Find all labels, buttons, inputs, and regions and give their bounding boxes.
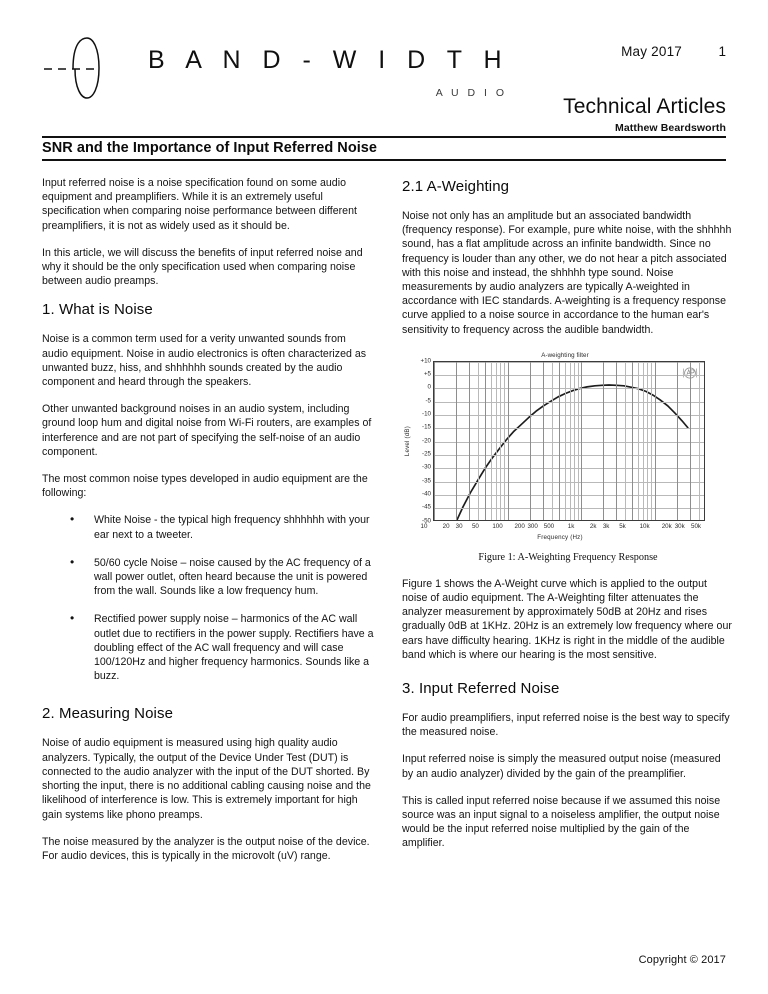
noise-types-list <box>42 513 374 683</box>
masthead-divider <box>42 136 726 138</box>
chart-gridline-vertical <box>616 362 617 520</box>
chart-gridline-vertical <box>699 362 700 520</box>
chart-y-tick-label: -45 <box>422 503 431 511</box>
chart-gridline-vertical <box>508 362 509 520</box>
chart-plot-area <box>433 361 705 521</box>
issue-date: May 2017 <box>621 44 682 59</box>
paragraph: Input referred noise is simply the measured output noise (measured by an audio analyzer) divided by the gain of the preamplifier. <box>402 753 721 780</box>
copyright-footer: Copyright © 2017 <box>638 954 726 966</box>
paragraph: Other unwanted background noises in an audio system, including ground loop hum and digital noise from Wi-Fi routers, are examples of interference and are not part of specifying the self-noise of an audio component. <box>42 403 372 458</box>
right-column <box>402 176 734 934</box>
paragraph: This is called input referred noise because if we assumed this noise source was an input signal to a noiseless amplifier, the output noise would be the input referred noise multiplied by the gain of the amplifier. <box>402 794 721 850</box>
chart <box>402 350 728 541</box>
figure-caption: Figure 1: A-Weighting Frequency Response <box>478 551 658 563</box>
chart-title: A-weighting filter <box>541 351 589 359</box>
chart-x-tick-label: 3k <box>602 522 610 530</box>
chart-gridline-vertical <box>530 362 531 520</box>
chart-gridline-vertical <box>552 362 553 520</box>
chart-gridline-vertical <box>647 362 648 520</box>
chart-x-tick-label: 100 <box>492 522 503 530</box>
paragraph: Figure 1 shows the A-Weight curve which is applied to the output noise of audio equipment. The A-Weighting filter attenuates the analyzer measurement by approximately 50dB at 20Hz and rises gradually 0dB at 1KHz. 20Hz is an extremely low frequency where our ears have difficulty hearing. 1KHz is right in the middle of the audible band which is where our hearing is the most sensitive. <box>402 577 732 661</box>
chart-x-tick-label: 30 <box>455 522 463 530</box>
chart-x-tick-label: 5k <box>619 522 626 530</box>
chart-gridline-vertical <box>603 362 604 520</box>
chart-gridline-vertical <box>491 362 492 520</box>
chart-x-tick-label: 20 <box>442 522 450 530</box>
chart-gridline-vertical <box>632 362 633 520</box>
paragraph: For audio preamplifiers, input referred noise is the best way to specify the measured noise. <box>402 712 730 739</box>
left-column <box>42 176 374 934</box>
chart-x-tick-label: 30k <box>674 522 685 530</box>
chart-gridline-vertical <box>500 362 501 520</box>
chart-y-tick-label: -20 <box>422 437 431 445</box>
section-heading-2: 2. Measuring Noise <box>42 705 174 723</box>
section-heading-1: 1. What is Noise <box>42 301 153 319</box>
figure-a-weighting <box>402 350 734 563</box>
brand-wordmark: B A N D - W I D T H <box>148 46 510 74</box>
chart-x-tick-label: 200 <box>514 522 525 530</box>
paragraph: Noise of audio equipment is measured using high quality audio analyzers. Typically, the output of the Device Under Test (DUT) is connected to the audio analyzer with the input of the DUT shorted. By shorting the input, there is no additional cabling causing noise and the likelihood of interference is low. This is extremely important for high gain systems like phono preamps. <box>42 737 371 821</box>
chart-gridline-vertical <box>559 362 560 520</box>
chart-x-axis-ticks <box>420 521 701 533</box>
sine-wave-logo-icon <box>42 36 134 100</box>
chart-gridline-vertical <box>496 362 497 520</box>
chart-x-tick-label: 10k <box>639 522 650 530</box>
section-heading-3: 3. Input Referred Noise <box>402 680 560 698</box>
author-name: Matthew Beardsworth <box>615 122 726 134</box>
article-body <box>42 176 732 934</box>
chart-gridline-vertical <box>434 362 435 520</box>
paragraph: The noise measured by the analyzer is the output noise of the device. For audio devices, this is typically in the microvolt (uV) range. <box>42 835 370 862</box>
chart-gridline-vertical <box>456 362 457 520</box>
chart-x-tick-label: 20k <box>661 522 672 530</box>
list-item: • White Noise - the typical high frequency shhhhhh with your ear next to a tweeter. <box>42 513 374 541</box>
publication-title: Technical Articles <box>563 95 726 118</box>
chart-gridline-vertical <box>504 362 505 520</box>
chart-gridline-vertical <box>574 362 575 520</box>
paragraph: Input referred noise is a noise specification found on some audio equipment and preamplifiers. While it is an extremely useful specification when comparing noise performance between different preamplifiers, it is not as widely used as it should be. <box>42 177 357 232</box>
chart-x-tick-label: 50k <box>691 522 701 530</box>
list-item: • Rectified power supply noise – harmonics of the AC wall outlet due to rectifiers in the power supply. Rectifiers have a doubling effect of the AC wall frequency and will case 100/120Hz and higher frequency harmonics. Sounds like a buzz. <box>42 612 374 683</box>
article-title: SNR and the Importance of Input Referred Noise <box>42 140 726 161</box>
brand-logo <box>42 34 509 100</box>
section-heading-2-1: 2.1 A-Weighting <box>402 178 510 195</box>
paragraph: In this article, we will discuss the benefits of input referred noise and why it should be the only specification used when comparing noise between audio preamps. <box>42 246 363 288</box>
page-number: 1 <box>718 44 726 59</box>
chart-x-tick-label: 10 <box>420 522 428 530</box>
chart-gridline-vertical <box>565 362 566 520</box>
chart-gridline-vertical <box>643 362 644 520</box>
chart-y-tick-label: -30 <box>422 463 431 471</box>
chart-gridline-vertical <box>638 362 639 520</box>
chart-x-tick-label: 300 <box>527 522 538 530</box>
issue-line <box>621 44 726 59</box>
chart-gridline-vertical <box>655 362 656 520</box>
chart-y-tick-label: -5 <box>425 397 431 405</box>
chart-y-axis-ticks <box>411 357 433 525</box>
chart-x-tick-label: 1k <box>567 522 575 530</box>
chart-y-axis-label: Level (dB) <box>404 425 411 456</box>
paragraph: Noise not only has an amplitude but an associated bandwidth (frequency response). For example, pure white noise, with the shhhhh sound, has a flat amplitude across an infinite bandwidth. Since no frequency is louder than any other, we do not hear a pitch associated with this noise and instead, the shhhhh type sound. Noise measurements by audio analyzers are typically A-weighted in accordance with IEC standards. A-weighting is a frequency response curve applied to a noise source in accordance to the human ear's sensitivity to frequency across the audible bandwidth. <box>402 210 732 336</box>
chart-x-tick-label: 50 <box>471 522 479 530</box>
chart-gridline-vertical <box>478 362 479 520</box>
chart-gridline-vertical <box>485 362 486 520</box>
chart-y-tick-label: +10 <box>420 357 431 365</box>
chart-x-tick-label: 500 <box>543 522 555 530</box>
chart-gridline-vertical <box>625 362 626 520</box>
paragraph: Noise is a common term used for a verity unwanted sounds from audio equipment. Noise in audio electronics is often characterized as unwanted buzz, hiss, and shhhhhh sounds created by the audio component and heard through the speakers. <box>42 333 367 389</box>
chart-y-tick-label: 0 <box>427 383 431 391</box>
masthead <box>0 0 768 136</box>
chart-y-tick-label: -40 <box>422 490 431 498</box>
chart-x-tick-label: 2k <box>589 522 597 530</box>
chart-gridline-vertical <box>651 362 652 520</box>
list-item: • 50/60 cycle Noise – noise caused by the AC frequency of a wall power outlet, often heard because the unit is powered from the wall. Sounds like a low frequency hum. <box>42 556 374 599</box>
chart-gridline-vertical <box>543 362 544 520</box>
paragraph: The most common noise types developed in audio equipment are the following: <box>42 473 368 500</box>
brand-sub-wordmark: A U D I O <box>435 87 508 99</box>
chart-gridline-vertical <box>677 362 678 520</box>
chart-y-tick-label: -35 <box>422 477 431 485</box>
chart-y-tick-label: -10 <box>422 410 431 418</box>
chart-gridline-vertical <box>581 362 582 520</box>
chart-x-axis-label: Frequency (Hz) <box>537 533 583 541</box>
chart-gridline-vertical <box>469 362 470 520</box>
chart-y-tick-label: +5 <box>423 370 431 378</box>
chart-y-tick-label: -50 <box>422 517 431 525</box>
chart-y-tick-label: -25 <box>422 450 431 458</box>
chart-gridline-vertical <box>570 362 571 520</box>
chart-gridline-vertical <box>578 362 579 520</box>
chart-gridline-vertical <box>690 362 691 520</box>
chart-y-tick-label: -15 <box>422 423 431 431</box>
